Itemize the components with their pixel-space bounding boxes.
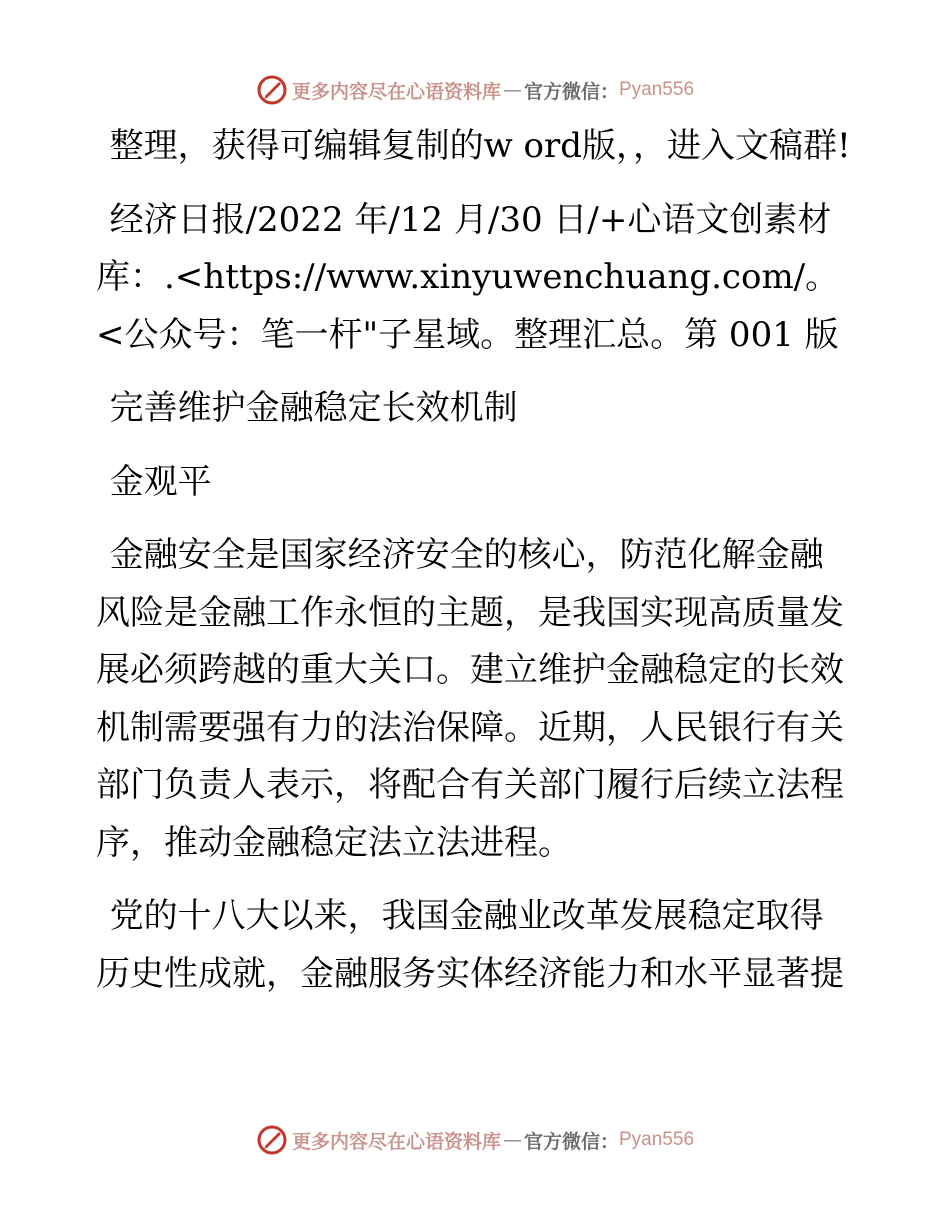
- source-line: 经济日报/2022 年/12 月/30 日/+心语文创素材库：.<https://www.xinyuwenchuang.com/。<公众号：笔一杆"子星域。整理汇总。第 001 版: [96, 199, 840, 355]
- intro-paragraph: 整理，获得可编辑复制的w ord版，，进入文稿群!: [109, 126, 851, 166]
- body-paragraph: 党的十八大以来，我国金融业改革发展稳定取得历史性成就，金融服务实体经济能力和水平显著提: [96, 896, 844, 994]
- footer-banner: [0, 1120, 950, 1160]
- banner-main-text: 更多内容尽在心语资料库: [291, 80, 501, 103]
- article-title: 完善维护金融稳定长效机制: [109, 388, 518, 428]
- article-author: 金观平: [109, 461, 212, 502]
- header-banner: [0, 70, 950, 110]
- banner-main-text: 更多内容尽在心语资料库: [291, 1130, 501, 1153]
- quill-seal-icon: [256, 74, 288, 106]
- document-body: [96, 118, 856, 1019]
- banner-separator: —: [502, 1129, 522, 1151]
- banner-separator: —: [502, 79, 522, 101]
- body-paragraph: 金融安全是国家经济安全的核心，防范化解金融风险是金融工作永恒的主题，是我国实现高质量发展必须跨越的重大关口。建立维护金融稳定的长效机制需要强有力的法治保障。近期，人民银行有关部门负责人表示，将配合有关部门履行后续立法程序，推动金融稳定法立法进程。: [96, 535, 844, 863]
- banner-wechat-id: Pyan556: [619, 1129, 695, 1150]
- banner-wechat-label: 官方微信：: [523, 1130, 619, 1153]
- banner-wechat-id: Pyan556: [619, 79, 695, 100]
- banner-wechat-label: 官方微信：: [523, 80, 619, 103]
- quill-seal-icon: [256, 1124, 288, 1156]
